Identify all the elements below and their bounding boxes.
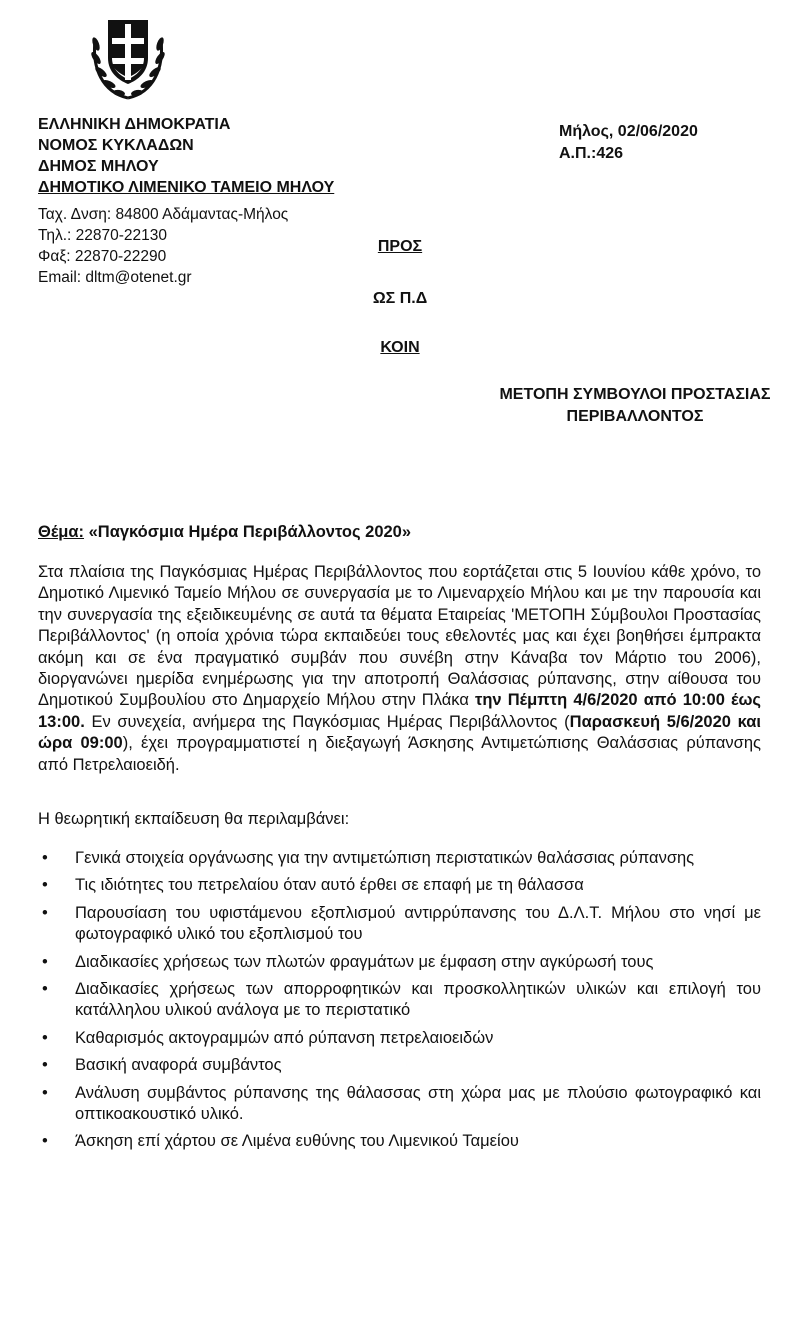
fax-number: Φαξ: 22870-22290 — [38, 248, 167, 265]
sender-line: ΕΛΛΗΝΙΚΗ ΔΗΜΟΚΡΑΤΙΑ — [38, 116, 231, 133]
body-text: Στα πλαίσια της Παγκόσμιας Ημέρας Περιβάλλοντος που εορτάζεται στις 5 Ιουνίου κάθε χρόνο, το Δημοτικό Λιμενικό Ταμείο Μήλου σε συνεργασία με το Λιμεναρχείο Μήλου και με την παρουσία και την συνεργασία της εξειδικευμένης σε αυτά τα θέματα Εταιρείας 'ΜΕΤΟΠΗ Σύμβουλοι Προστασίας Περιβάλλοντος' (η οποία χρόνια τώρα εκπαιδεύει τους εθελοντές μας και έχει βοηθήσει έμπρακτα ακόμη και σε ένα πραγματικό συμβάν που συνέβη στην Κάναβα τον Μάρτιο του 2006), διοργανώνει ημερίδα ενημέρωσης για την αποτροπή Θαλάσσιας ρύπανσης, στην αίθουσα του Δημοτικού Συμβουλίου στο Δημαρχείο Μήλου στην Πλάκα — [38, 563, 761, 710]
cc-recipient-line1: ΜΕΤΟΠΗ ΣΥΜΒΟΥΛΟΙ ΠΡΟΣΤΑΣΙΑΣ — [499, 386, 771, 403]
phone-number: Τηλ.: 22870-22130 — [38, 227, 167, 244]
list-item-text: Βασική αναφορά συμβάντος — [75, 1056, 282, 1075]
list-item-text: Ανάλυση συμβάντος ρύπανσης της θάλασσας στη χώρα μας με πλούσιο φωτογραφικό και οπτικοακουστικό υλικό. — [75, 1083, 761, 1124]
training-intro: Η θεωρητική εκπαίδευση θα περιλαμβάνει: — [38, 810, 350, 828]
sender-organization: ΔΗΜΟΤΙΚΟ ΛΙΜΕΝΙΚΟ ΤΑΜΕΙΟ ΜΗΛΟΥ — [38, 179, 335, 196]
bullet-icon: • — [42, 980, 48, 999]
list-item — [38, 1055, 761, 1076]
list-item — [38, 1028, 761, 1049]
protocol-number: Α.Π.:426 — [559, 145, 624, 162]
list-item — [38, 903, 761, 946]
bullet-icon: • — [42, 849, 48, 867]
list-item-text: Παρουσίαση του υφιστάμενου εξοπλισμού αντιρρύπανσης του Δ.Λ.Τ. Μήλου στο νησί με φωτογραφικό υλικό του εξοπλισμού του — [75, 903, 761, 944]
list-item — [38, 979, 761, 1022]
subject-label: Θέμα: — [38, 523, 85, 541]
sender-block — [38, 114, 418, 288]
to-label: ΠΡΟΣ — [377, 238, 423, 255]
list-item — [38, 1131, 761, 1152]
body-text: ), έχει προγραμματιστεί η διεξαγωγή Άσκησης Αντιμετώπισης Θαλάσσιας ρύπανσης από Πετρελαιοειδή. — [38, 734, 761, 774]
postal-address: Ταχ. Δνση: 84800 Αδάμαντας-Μήλος — [38, 206, 289, 223]
bullet-icon: • — [42, 1083, 48, 1102]
exercise-date-time: Παρασκευή 5/6/2020 και ώρα 09:00 — [38, 712, 761, 753]
list-item — [38, 1083, 761, 1126]
sender-line: ΔΗΜΟΣ ΜΗΛΟΥ — [38, 158, 159, 175]
bullet-icon: • — [42, 1028, 48, 1047]
place-date: Μήλος, 02/06/2020 — [559, 123, 698, 140]
list-item — [38, 952, 761, 973]
body-text: Εν συνεχεία, ανήμερα της Παγκόσμιας Ημέρας Περιβάλλοντος ( — [84, 712, 570, 731]
body-paragraph — [38, 562, 761, 776]
cc-label: ΚΟΙΝ — [380, 339, 420, 356]
list-item-text: Άσκηση επί χάρτου σε Λιμένα ευθύνης του Λιμενικού Ταμείου — [75, 1132, 519, 1151]
list-item-text: Διαδικασίες χρήσεως των πλωτών φραγμάτων με έμφαση στην αγκύρωσή τους — [75, 952, 654, 971]
email-address[interactable]: Email: dltm@otenet.gr — [38, 269, 192, 286]
list-item-text: Τις ιδιότητες του πετρελαίου όταν αυτό έρθει σε επαφή με τη θάλασσα — [75, 876, 584, 895]
greek-coat-of-arms-icon — [88, 6, 168, 104]
bullet-icon: • — [42, 1132, 48, 1151]
sender-line: ΝΟΜΟΣ ΚΥΚΛΑΔΩΝ — [38, 137, 194, 154]
date-protocol-block — [559, 121, 698, 165]
subject-text: «Παγκόσμια Ημέρα Περιβάλλοντος 2020» — [84, 523, 412, 541]
cc-recipient-line2: ΠΕΡΙΒΑΛΛΟΝΤΟΣ — [566, 408, 704, 425]
list-item-text: Καθαρισμός ακτογραμμών από ρύπανση πετρελαιοειδών — [75, 1028, 494, 1047]
list-item — [38, 875, 761, 896]
list-item — [38, 848, 761, 869]
to-value: ΩΣ Π.Δ — [372, 290, 428, 307]
bullet-icon: • — [42, 952, 48, 971]
training-topics-list — [38, 848, 761, 1159]
list-item-text: Διαδικασίες χρήσεως των απορροφητικών και προσκολλητικών υλικών και επιλογή του κατάλληλου υλικού ανάλογα με το περιστατικό — [75, 980, 761, 1020]
bullet-icon: • — [42, 876, 48, 895]
bullet-icon: • — [42, 1056, 48, 1075]
list-item-text: Γενικά στοιχεία οργάνωσης για την αντιμετώπιση περιστατικών θαλάσσιας ρύπανσης — [75, 849, 695, 867]
meeting-date-time: την Πέμπτη 4/6/2020 από 10:00 έως 13:00. — [38, 691, 761, 731]
bullet-icon: • — [42, 903, 48, 922]
subject-line — [38, 523, 411, 542]
